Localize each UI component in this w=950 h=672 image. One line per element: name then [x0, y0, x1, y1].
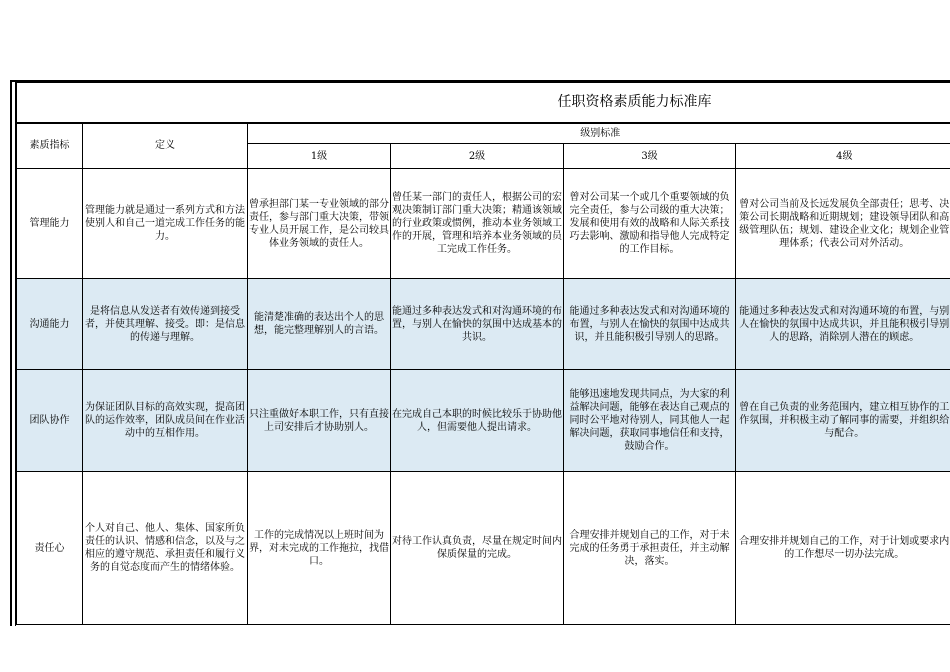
title-row	[17, 83, 950, 123]
level-2-cell: 对待工作认真负责，尽量在规定时间内保质保量的完成。	[391, 472, 564, 625]
definition-cell: 个人对自己、他人、集体、国家所负责任的认识、情感和信念，以及与之相应的遵守规范、承担责任和履行义务的自觉态度而产生的情绪体验。	[83, 472, 248, 625]
header-level-1: 1级	[248, 144, 391, 169]
table-row	[17, 279, 950, 370]
header-row-1	[17, 123, 950, 144]
header-level-3: 3级	[564, 144, 736, 169]
level-4-cell: 曾在自己负责的业务范围内，建立相互协作的工作氛围，并积极主动了解同事的需要，并组织给与配合。	[736, 370, 950, 472]
header-indicator: 素质指标	[17, 123, 83, 169]
level-2-cell: 曾任某一部门的责任人，根据公司的宏观决策制订部门重大决策；精通该领域的行业政策或惯例，推动本业务领域工作的开展，管理和培养本业务领域的员工完成工作任务。	[391, 169, 564, 279]
level-1-cell: 曾承担部门某一专业领域的部分责任，参与部门重大决策，带领专业人员开展工作，是公司较具体业务领域的责任人。	[248, 169, 391, 279]
indicator-cell: 责任心	[17, 472, 83, 625]
table-row	[17, 370, 950, 472]
indicator-cell: 沟通能力	[17, 279, 83, 370]
header-definition: 定义	[83, 123, 248, 169]
table-row	[17, 169, 950, 279]
level-1-cell: 工作的完成情况以上班时间为界，对未完成的工作拖拉，找借口。	[248, 472, 391, 625]
indicator-cell: 团队协作	[17, 370, 83, 472]
level-2-cell: 在完成自己本职的时候比较乐于协助他人，但需要他人提出请求。	[391, 370, 564, 472]
competency-table	[16, 82, 950, 625]
level-3-cell: 合理安排并规划自己的工作，对于未完成的任务勇于承担责任，并主动解决，落实。	[564, 472, 736, 625]
indicator-cell: 管理能力	[17, 169, 83, 279]
definition-cell: 是将信息从发送者有效传递到接受者，并使其理解、接受。即：是信息的传递与理解。	[83, 279, 248, 370]
level-2-cell: 能通过多种表达发式和对沟通环境的布置，与别人在愉快的氛围中达成基本的共识。	[391, 279, 564, 370]
header-level-2: 2级	[391, 144, 564, 169]
title-cell	[17, 83, 950, 123]
page-title: 任职资格素质能力标准库	[557, 93, 712, 110]
definition-cell: 为保证团队目标的高效实现，提高团队的运作效率，团队成员间在作业活动中的互相作用。	[83, 370, 248, 472]
level-4-cell: 能通过多种表达发式和对沟通环境的布置，与别人在愉快的氛围中达成共识，并且能积极引导别人的思路，消除别人潜在的顾虑。	[736, 279, 950, 370]
spreadsheet	[10, 80, 950, 626]
level-3-cell: 能够迅速地发现共同点，为大家的利益解决问题，能够在表达自己观点的同时公平地对待别人，同其他人一起解决问题，获取同事地信任和支持，鼓励合作。	[564, 370, 736, 472]
definition-cell: 管理能力就是通过一系列方式和方法使别人和自己一道完成工作任务的能力。	[83, 169, 248, 279]
header-level-group: 级别标准	[248, 123, 950, 144]
level-4-cell: 曾对公司当前及长远发展负全部责任；思考、决策公司长期战略和近期规划；建设领导团队和高级管理队伍；规划、建设企业文化；规划企业管理体系；代表公司对外活动。	[736, 169, 950, 279]
level-3-cell: 曾对公司某一个或几个重要领域的负完全责任，参与公司级的重大决策；发展和使用有效的战略和人际关系技巧去影响、激励和指导他人完成特定的工作目标。	[564, 169, 736, 279]
level-1-cell: 只注重做好本职工作，只有直接上司安排后才协助别人。	[248, 370, 391, 472]
level-1-cell: 能清楚准确的表达出个人的思想，能完整理解别人的言语。	[248, 279, 391, 370]
level-4-cell: 合理安排并规划自己的工作，对于计划或要求内的工作想尽一切办法完成。	[736, 472, 950, 625]
level-3-cell: 能通过多种表达发式和对沟通环境的布置，与别人在愉快的氛围中达成共识，并且能积极引导别人的思路。	[564, 279, 736, 370]
table-row	[17, 472, 950, 625]
header-level-4: 4级	[736, 144, 950, 169]
